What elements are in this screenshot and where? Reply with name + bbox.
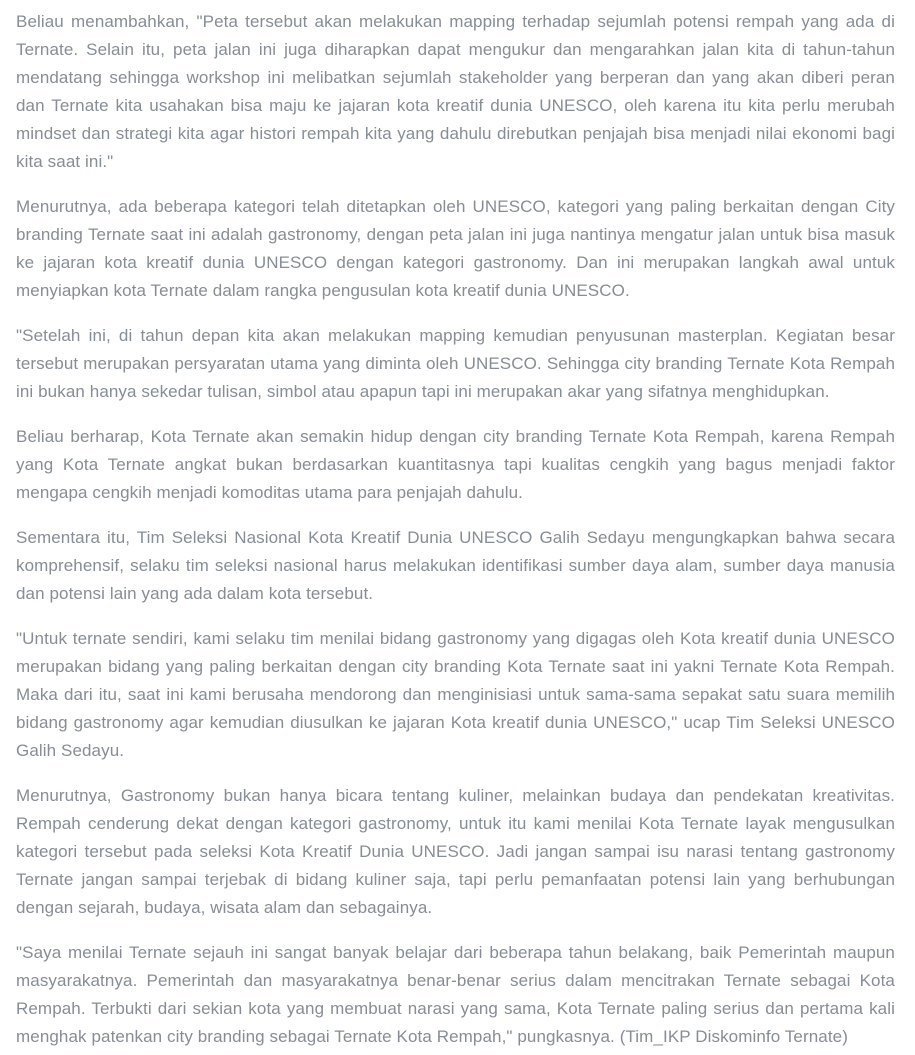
article-paragraph: Sementara itu, Tim Seleksi Nasional Kota Kreatif Dunia UNESCO Galih Sedayu mengungkapkan bahwa secara komprehensif, selaku tim seleksi nasional harus melakukan identifikasi sumber daya alam, sumber daya manusia dan potensi lain yang ada dalam kota tersebut.: [16, 528, 895, 603]
article-paragraph: "Setelah ini, di tahun depan kita akan melakukan mapping kemudian penyusunan masterplan. Kegiatan besar tersebut merupakan persyaratan utama yang diminta oleh UNESCO. Sehingga city branding Ternate Kota Rempah ini bukan hanya sekedar tulisan, simbol atau apapun tapi ini merupakan akar yang sifatnya menghidupkan.: [16, 326, 895, 401]
article-paragraph: Beliau berharap, Kota Ternate akan semakin hidup dengan city branding Ternate Kota Rempah, karena Rempah yang Kota Ternate angkat bukan berdasarkan kuantitasnya tapi kualitas cengkih yang bagus menjadi faktor mengapa cengkih menjadi komoditas utama para penjajah dahulu.: [16, 427, 895, 502]
article-paragraph: Menurutnya, Gastronomy bukan hanya bicara tentang kuliner, melainkan budaya dan pendekatan kreativitas. Rempah cenderung dekat dengan kategori gastronomy, untuk itu kami menilai Kota Ternate layak mengusulkan kategori tersebut pada seleksi Kota Kreatif Dunia UNESCO. Jadi jangan sampai isu narasi tentang gastronomy Ternate jangan sampai terjebak di bidang kuliner saja, tapi perlu pemanfaatan potensi lain yang berhubungan dengan sejarah, budaya, wisata alam dan sebagainya.: [16, 786, 895, 917]
article-paragraph: "Saya menilai Ternate sejauh ini sangat banyak belajar dari beberapa tahun belakang, baik Pemerintah maupun masyarakatnya. Pemerintah dan masyarakatnya benar-benar serius dalam mencitrakan Ternate sebagai Kota Rempah. Terbukti dari sekian kota yang membuat narasi yang sama, Kota Ternate paling serius dan pertama kali menghak patenkan city branding sebagai Ternate Kota Rempah," pungkasnya. (Tim_IKP Diskominfo Ternate): [16, 943, 895, 1046]
article-paragraph: Beliau menambahkan, "Peta tersebut akan melakukan mapping terhadap sejumlah potensi rempah yang ada di Ternate. Selain itu, peta jalan ini juga diharapkan dapat mengukur dan mengarahkan jalan kita di tahun-tahun mendatang sehingga workshop ini melibatkan sejumlah stakeholder yang berperan dan yang akan diberi peran dan Ternate kita usahakan bisa maju ke jajaran kota kreatif dunia UNESCO, oleh karena itu kita perlu merubah mindset dan strategi kita agar histori rempah kita yang dahulu direbutkan penjajah bisa menjadi nilai ekonomi bagi kita saat ini.": [16, 12, 895, 171]
article-paragraph: Menurutnya, ada beberapa kategori telah ditetapkan oleh UNESCO, kategori yang paling berkaitan dengan City branding Ternate saat ini adalah gastronomy, dengan peta jalan ini juga nantinya mengatur jalan untuk bisa masuk ke jajaran kota kreatif dunia UNESCO dengan kategori gastronomy. Dan ini merupakan langkah awal untuk menyiapkan kota Ternate dalam rangka pengusulan kota kreatif dunia UNESCO.: [16, 197, 895, 300]
article-paragraph: "Untuk ternate sendiri, kami selaku tim menilai bidang gastronomy yang digagas oleh Kota kreatif dunia UNESCO merupakan bidang yang paling berkaitan dengan city branding Kota Ternate saat ini yakni Ternate Kota Rempah. Maka dari itu, saat ini kami berusaha mendorong dan menginisiasi untuk sama-sama sepakat satu suara memilih bidang gastronomy agar kemudian diusulkan ke jajaran Kota kreatif dunia UNESCO," ucap Tim Seleksi UNESCO Galih Sedayu.: [16, 629, 895, 760]
